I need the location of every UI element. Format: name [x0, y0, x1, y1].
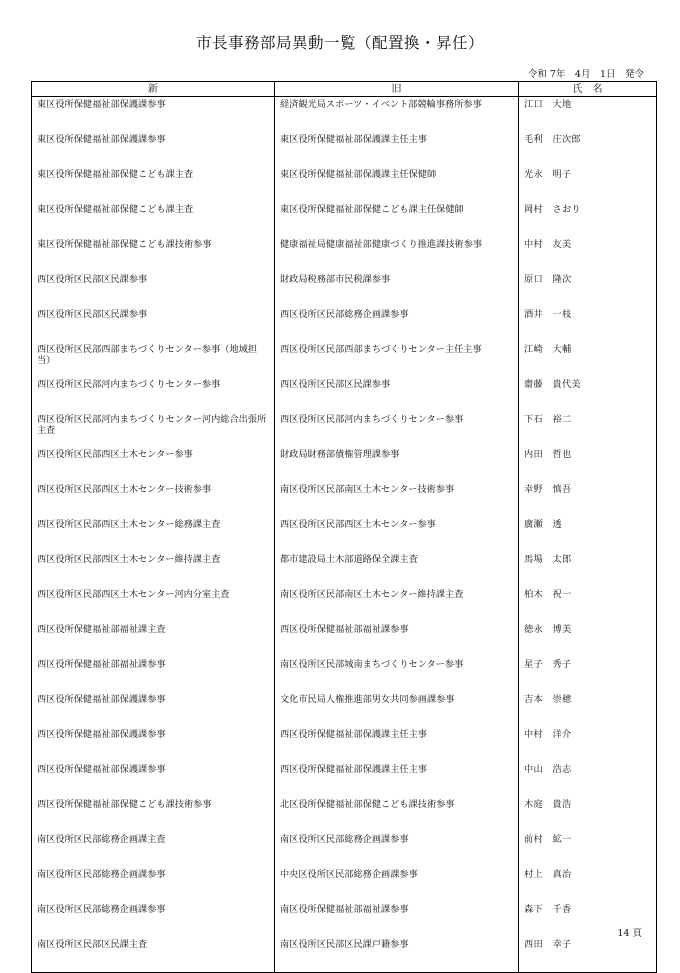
cell-name: 柏木 祝一 — [519, 587, 657, 622]
cell-old-position: 西区役所区民部西部まちづくりセンター主任主事 — [275, 342, 519, 377]
cell-name: 徳永 博美 — [519, 622, 657, 657]
table-row — [32, 412, 657, 447]
table-row — [32, 97, 657, 133]
table-row — [32, 692, 657, 727]
cell-old-position: 財政局税務部市民税課参事 — [275, 272, 519, 307]
cell-name: 毛利 庄次郎 — [519, 132, 657, 167]
cell-new-position: 西区役所区民部西区土木センター河内分室主査 — [32, 587, 275, 622]
table-row — [32, 622, 657, 657]
cell-name: 内田 哲也 — [519, 447, 657, 482]
cell-old-position: 東区役所保健福祉部保護課主任主事 — [275, 132, 519, 167]
cell-name: 岡村 さおり — [519, 202, 657, 237]
personnel-table — [31, 81, 657, 973]
cell-name: 幸野 慎吾 — [519, 482, 657, 517]
page-title: 市長事務部局異動一覧（配置換・昇任） — [195, 34, 484, 52]
table-row — [32, 202, 657, 237]
table-row — [32, 237, 657, 272]
cell-new-position: 南区役所区民部区民課主査 — [32, 937, 275, 973]
cell-old-position: 南区役所区民部総務企画課参事 — [275, 832, 519, 867]
cell-old-position: 中央区役所区民部総務企画課参事 — [275, 867, 519, 902]
cell-name: 馬場 太郎 — [519, 552, 657, 587]
cell-old-position: 東区役所保健福祉部保健こども課主任保健師 — [275, 202, 519, 237]
cell-name: 吉本 崇穂 — [519, 692, 657, 727]
cell-name: 江崎 大輔 — [519, 342, 657, 377]
table-row — [32, 132, 657, 167]
cell-name: 西田 幸子 — [519, 937, 657, 973]
cell-old-position: 財政局財務部債権管理課参事 — [275, 447, 519, 482]
cell-old-position: 南区役所区民部南区土木センター維持課主査 — [275, 587, 519, 622]
cell-new-position: 西区役所保健福祉部保健こども課技術参事 — [32, 797, 275, 832]
cell-new-position: 東区役所保健福祉部保護課参事 — [32, 97, 275, 133]
cell-old-position: 南区役所区民部南区土木センター技術参事 — [275, 482, 519, 517]
cell-new-position: 西区役所保健福祉部保護課参事 — [32, 727, 275, 762]
table-row — [32, 902, 657, 937]
cell-new-position: 西区役所区民部河内まちづくりセンター河内総合出張所主査 — [32, 412, 275, 447]
cell-old-position: 西区役所保健福祉部保護課主任主事 — [275, 727, 519, 762]
table-row — [32, 307, 657, 342]
cell-name: 中村 友美 — [519, 237, 657, 272]
cell-old-position: 南区役所区民部区民課戸籍参事 — [275, 937, 519, 973]
cell-old-position: 西区役所区民部区民課参事 — [275, 377, 519, 412]
cell-new-position: 西区役所区民部河内まちづくりセンター参事 — [32, 377, 275, 412]
cell-new-position: 西区役所区民部西区土木センター維持課主査 — [32, 552, 275, 587]
cell-name: 星子 秀子 — [519, 657, 657, 692]
cell-old-position: 北区役所保健福祉部保健こども課技術参事 — [275, 797, 519, 832]
table-row — [32, 587, 657, 622]
cell-new-position: 東区役所保健福祉部保健こども課主査 — [32, 167, 275, 202]
cell-name: 村上 真治 — [519, 867, 657, 902]
table-row — [32, 937, 657, 973]
table-row — [32, 167, 657, 202]
table-row — [32, 482, 657, 517]
cell-name: 廣瀬 透 — [519, 517, 657, 552]
cell-new-position: 西区役所区民部西部まちづくりセンター参事（地域担当） — [32, 342, 275, 377]
cell-old-position: 西区役所区民部西区土木センター参事 — [275, 517, 519, 552]
table-row — [32, 377, 657, 412]
table-row — [32, 342, 657, 377]
cell-name: 森下 千香 — [519, 902, 657, 937]
cell-name: 光永 明子 — [519, 167, 657, 202]
cell-name: 中山 浩志 — [519, 762, 657, 797]
header-name: 氏 名 — [519, 82, 657, 97]
table-row — [32, 797, 657, 832]
header-new: 新 — [32, 82, 275, 97]
cell-new-position: 西区役所保健福祉部福祉課主査 — [32, 622, 275, 657]
cell-name: 江口 大地 — [519, 97, 657, 133]
cell-name: 齋藤 貴代美 — [519, 377, 657, 412]
table-row — [32, 727, 657, 762]
cell-new-position: 西区役所区民部区民課参事 — [32, 272, 275, 307]
table-row — [32, 517, 657, 552]
cell-new-position: 南区役所区民部総務企画課主査 — [32, 832, 275, 867]
cell-new-position: 南区役所区民部総務企画課参事 — [32, 867, 275, 902]
cell-old-position: 健康福祉局健康福祉部健康づくり推進課技術参事 — [275, 237, 519, 272]
cell-new-position: 南区役所区民部総務企画課参事 — [32, 902, 275, 937]
cell-new-position: 西区役所保健福祉部福祉課参事 — [32, 657, 275, 692]
header-old: 旧 — [275, 82, 519, 97]
cell-old-position: 南区役所保健福祉部福祉課参事 — [275, 902, 519, 937]
cell-old-position: 西区役所区民部総務企画課参事 — [275, 307, 519, 342]
cell-new-position: 西区役所保健福祉部保護課参事 — [32, 692, 275, 727]
cell-old-position: 経済観光局スポーツ・イベント部競輪事務所参事 — [275, 97, 519, 133]
cell-new-position: 東区役所保健福祉部保健こども課主査 — [32, 202, 275, 237]
cell-new-position: 西区役所保健福祉部保護課参事 — [32, 762, 275, 797]
cell-new-position: 東区役所保健福祉部保健こども課技術参事 — [32, 237, 275, 272]
cell-new-position: 西区役所区民部西区土木センター参事 — [32, 447, 275, 482]
cell-old-position: 南区役所区民部城南まちづくりセンター参事 — [275, 657, 519, 692]
cell-name: 酒井 一枝 — [519, 307, 657, 342]
table-header-row — [32, 82, 657, 97]
cell-name: 中村 洋介 — [519, 727, 657, 762]
cell-old-position: 文化市民局人権推進部男女共同参画課参事 — [275, 692, 519, 727]
cell-old-position: 東区役所保健福祉部保護課主任保健師 — [275, 167, 519, 202]
cell-name: 原口 隆次 — [519, 272, 657, 307]
table-row — [32, 552, 657, 587]
cell-old-position: 都市建設局土木部道路保全課主査 — [275, 552, 519, 587]
cell-new-position: 西区役所区民部西区土木センター総務課主査 — [32, 517, 275, 552]
table-row — [32, 832, 657, 867]
cell-name: 木庭 貴浩 — [519, 797, 657, 832]
table-row — [32, 272, 657, 307]
cell-new-position: 東区役所保健福祉部保護課参事 — [32, 132, 275, 167]
cell-old-position: 西区役所区民部河内まちづくりセンター参事 — [275, 412, 519, 447]
cell-name: 前村 絋一 — [519, 832, 657, 867]
page-number: 14 頁 — [617, 928, 642, 939]
cell-new-position: 西区役所区民部西区土木センター技術参事 — [32, 482, 275, 517]
table-row — [32, 867, 657, 902]
cell-old-position: 西区役所保健福祉部福祉課参事 — [275, 622, 519, 657]
issue-date: 令和 7年 4月 1日 発令 — [527, 69, 644, 80]
cell-new-position: 西区役所区民部区民課参事 — [32, 307, 275, 342]
cell-old-position: 西区役所保健福祉部保護課主任主事 — [275, 762, 519, 797]
table-row — [32, 657, 657, 692]
table-row — [32, 762, 657, 797]
table-row — [32, 447, 657, 482]
cell-name: 下石 裕二 — [519, 412, 657, 447]
